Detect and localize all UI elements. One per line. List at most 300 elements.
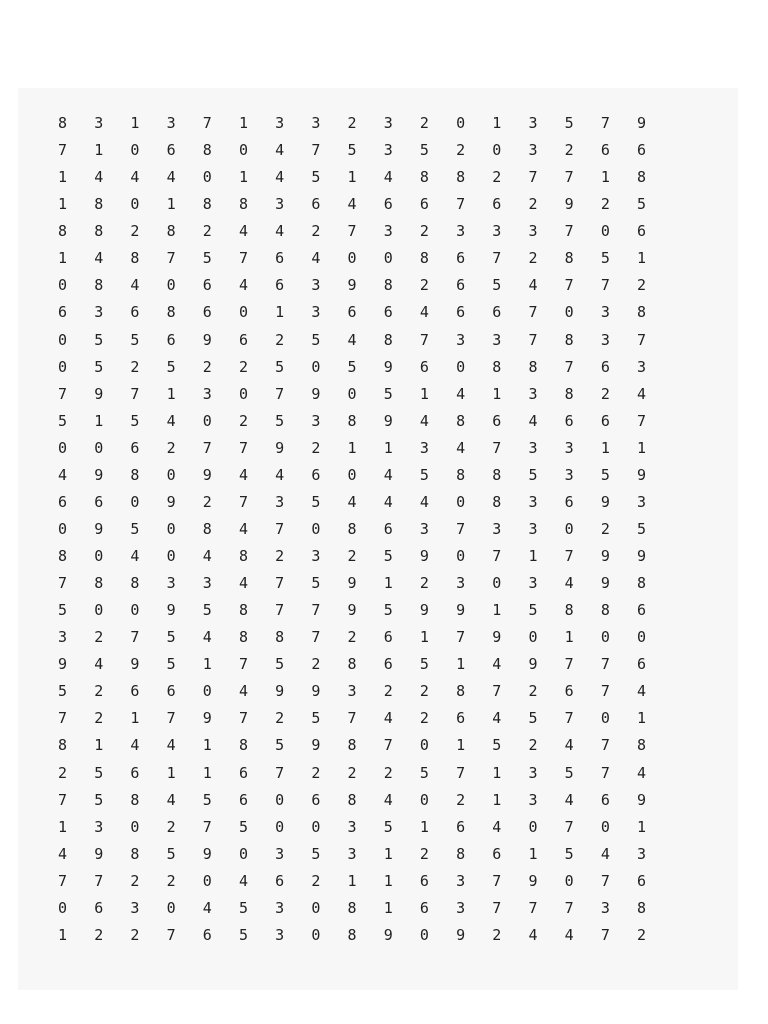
- digit-cell: 5: [528, 465, 538, 484]
- digit-cell: 6: [637, 601, 647, 620]
- digit-cell: 0: [600, 222, 610, 241]
- digit-cell: 4: [94, 655, 104, 674]
- digit-cell: 5: [238, 925, 248, 944]
- digit-cell: 6: [166, 330, 176, 349]
- digit-cell: 3: [275, 925, 285, 944]
- digit-cell: 5: [419, 655, 429, 674]
- digit-cell: 4: [383, 465, 393, 484]
- digit-cell: 3: [311, 114, 321, 133]
- digit-cell: 6: [600, 790, 610, 809]
- digit-cell: 3: [275, 492, 285, 511]
- digit-cell: 2: [492, 925, 502, 944]
- digit-cell: 5: [637, 519, 647, 538]
- digit-cell: 6: [492, 303, 502, 322]
- grid-row: [58, 516, 718, 543]
- digit-cell: 4: [58, 844, 68, 863]
- digit-cell: 7: [492, 682, 502, 701]
- digit-cell: 4: [275, 465, 285, 484]
- digit-cell: 1: [166, 763, 176, 782]
- digit-cell: 0: [238, 384, 248, 403]
- digit-cell: 0: [456, 547, 466, 566]
- digit-cell: 6: [492, 411, 502, 430]
- digit-cell: 1: [564, 628, 574, 647]
- grid-row: [58, 787, 718, 814]
- digit-cell: 4: [130, 276, 140, 295]
- digit-cell: 7: [600, 736, 610, 755]
- digit-cell: 9: [564, 195, 574, 214]
- digit-cell: 9: [275, 438, 285, 457]
- digit-cell: 4: [202, 547, 212, 566]
- digit-cell: 2: [419, 114, 429, 133]
- digit-cell: 4: [528, 276, 538, 295]
- digit-cell: 2: [347, 114, 357, 133]
- digit-cell: 3: [383, 222, 393, 241]
- digit-cell: 1: [347, 871, 357, 890]
- digit-cell: 4: [238, 871, 248, 890]
- digit-cell: 2: [419, 574, 429, 593]
- digit-cell: 1: [94, 736, 104, 755]
- digit-cell: 4: [347, 492, 357, 511]
- digit-cell: 8: [564, 601, 574, 620]
- digit-cell: 0: [600, 709, 610, 728]
- digit-cell: 1: [130, 114, 140, 133]
- digit-cell: 3: [528, 114, 538, 133]
- digit-cell: 3: [528, 519, 538, 538]
- digit-cell: 2: [94, 628, 104, 647]
- digit-cell: 0: [419, 925, 429, 944]
- digit-cell: 2: [600, 519, 610, 538]
- digit-cell: 2: [275, 547, 285, 566]
- digit-cell: 0: [94, 547, 104, 566]
- digit-cell: 4: [166, 168, 176, 187]
- grid-row: [58, 245, 718, 272]
- digit-cell: 7: [166, 249, 176, 268]
- digit-cell: 0: [238, 844, 248, 863]
- digit-cell: 8: [383, 276, 393, 295]
- digit-cell: 3: [528, 438, 538, 457]
- digit-cell: 2: [383, 763, 393, 782]
- digit-cell: 3: [58, 628, 68, 647]
- digit-cell: 6: [564, 411, 574, 430]
- digit-cell: 1: [166, 195, 176, 214]
- digit-cell: 2: [347, 547, 357, 566]
- digit-cell: 8: [456, 682, 466, 701]
- digit-cell: 2: [275, 330, 285, 349]
- digit-cell: 8: [600, 601, 610, 620]
- digit-cell: 2: [347, 763, 357, 782]
- digit-cell: 0: [202, 168, 212, 187]
- digit-cell: 7: [311, 628, 321, 647]
- digit-cell: 2: [166, 871, 176, 890]
- grid-row: [58, 381, 718, 408]
- digit-cell: 5: [419, 763, 429, 782]
- digit-cell: 3: [456, 574, 466, 593]
- digit-cell: 7: [275, 763, 285, 782]
- digit-cell: 5: [275, 655, 285, 674]
- digit-cell: 0: [238, 141, 248, 160]
- digit-cell: 5: [166, 844, 176, 863]
- digit-cell: 6: [564, 492, 574, 511]
- digit-cell: 4: [419, 492, 429, 511]
- digit-cell: 6: [275, 871, 285, 890]
- digit-cell: 7: [492, 898, 502, 917]
- digit-cell: 6: [94, 898, 104, 917]
- digit-cell: 4: [311, 249, 321, 268]
- digit-cell: 0: [202, 871, 212, 890]
- digit-cell: 1: [492, 384, 502, 403]
- digit-cell: 2: [311, 763, 321, 782]
- digit-cell: 6: [600, 411, 610, 430]
- digit-cell: 0: [58, 898, 68, 917]
- grid-row: [58, 841, 718, 868]
- digit-cell: 3: [202, 574, 212, 593]
- digit-cell: 4: [564, 925, 574, 944]
- grid-row: [58, 732, 718, 759]
- digit-cell: 0: [166, 276, 176, 295]
- digit-cell: 8: [94, 276, 104, 295]
- digit-cell: 7: [58, 790, 68, 809]
- digit-cell: 8: [456, 844, 466, 863]
- digit-cell: 8: [347, 411, 357, 430]
- digit-cell: 4: [166, 736, 176, 755]
- digit-cell: 3: [528, 763, 538, 782]
- digit-cell: 9: [600, 492, 610, 511]
- grid-row: [58, 678, 718, 705]
- digit-cell: 2: [166, 817, 176, 836]
- digit-cell: 4: [347, 330, 357, 349]
- digit-cell: 4: [130, 547, 140, 566]
- digit-cell: 7: [202, 114, 212, 133]
- digit-cell: 4: [383, 492, 393, 511]
- digit-cell: 3: [311, 547, 321, 566]
- digit-cell: 2: [166, 438, 176, 457]
- digit-cell: 3: [94, 114, 104, 133]
- digit-cell: 6: [130, 682, 140, 701]
- digit-cell: 1: [94, 141, 104, 160]
- digit-cell: 3: [528, 384, 538, 403]
- digit-cell: 4: [456, 438, 466, 457]
- digit-cell: 3: [275, 898, 285, 917]
- digit-cell: 0: [202, 411, 212, 430]
- digit-cell: 1: [383, 871, 393, 890]
- digit-cell: 3: [347, 817, 357, 836]
- number-sheet: [18, 88, 738, 990]
- digit-cell: 7: [564, 222, 574, 241]
- digit-cell: 6: [275, 249, 285, 268]
- digit-cell: 4: [347, 195, 357, 214]
- digit-cell: 7: [275, 384, 285, 403]
- digit-cell: 2: [275, 709, 285, 728]
- digit-cell: 9: [311, 384, 321, 403]
- digit-cell: 0: [202, 682, 212, 701]
- digit-cell: 3: [637, 844, 647, 863]
- digit-cell: 9: [202, 844, 212, 863]
- digit-cell: 6: [130, 438, 140, 457]
- digit-cell: 1: [202, 655, 212, 674]
- digit-cell: 9: [347, 601, 357, 620]
- digit-cell: 0: [600, 817, 610, 836]
- digit-cell: 6: [564, 682, 574, 701]
- digit-cell: 6: [456, 817, 466, 836]
- digit-cell: 4: [564, 574, 574, 593]
- digit-cell: 6: [637, 871, 647, 890]
- digit-cell: 3: [166, 574, 176, 593]
- digit-cell: 9: [94, 844, 104, 863]
- digit-cell: 2: [456, 141, 466, 160]
- digit-cell: 1: [383, 898, 393, 917]
- digit-cell: 5: [492, 276, 502, 295]
- digit-cell: 1: [383, 844, 393, 863]
- digit-cell: 5: [637, 195, 647, 214]
- digit-cell: 1: [528, 547, 538, 566]
- digit-cell: 7: [456, 763, 466, 782]
- grid-row: [58, 299, 718, 326]
- grid-row: [58, 110, 718, 137]
- digit-cell: 6: [347, 303, 357, 322]
- digit-cell: 2: [419, 709, 429, 728]
- digit-cell: 6: [637, 655, 647, 674]
- digit-cell: 6: [600, 357, 610, 376]
- digit-cell: 5: [419, 141, 429, 160]
- grid-row: [58, 597, 718, 624]
- digit-cell: 7: [238, 438, 248, 457]
- digit-cell: 6: [202, 925, 212, 944]
- digit-cell: 8: [130, 574, 140, 593]
- digit-cell: 7: [275, 519, 285, 538]
- digit-cell: 9: [456, 601, 466, 620]
- digit-cell: 4: [58, 465, 68, 484]
- digit-cell: 8: [347, 519, 357, 538]
- digit-cell: 4: [383, 709, 393, 728]
- grid-row: [58, 570, 718, 597]
- digit-cell: 0: [347, 384, 357, 403]
- digit-cell: 2: [383, 682, 393, 701]
- digit-cell: 9: [347, 276, 357, 295]
- digit-cell: 0: [94, 438, 104, 457]
- digit-cell: 2: [528, 736, 538, 755]
- digit-cell: 7: [238, 492, 248, 511]
- digit-cell: 2: [94, 925, 104, 944]
- digit-cell: 0: [492, 141, 502, 160]
- digit-cell: 5: [275, 357, 285, 376]
- digit-cell: 8: [130, 790, 140, 809]
- digit-cell: 8: [637, 168, 647, 187]
- digit-cell: 9: [275, 682, 285, 701]
- digit-cell: 1: [94, 411, 104, 430]
- digit-cell: 0: [383, 249, 393, 268]
- grid-row: [58, 760, 718, 787]
- digit-cell: 0: [347, 249, 357, 268]
- digit-cell: 7: [347, 709, 357, 728]
- digit-cell: 4: [419, 303, 429, 322]
- digit-cell: 1: [130, 709, 140, 728]
- digit-cell: 7: [492, 547, 502, 566]
- digit-cell: 2: [94, 709, 104, 728]
- digit-cell: 9: [600, 574, 610, 593]
- digit-cell: 1: [600, 438, 610, 457]
- digit-cell: 1: [492, 790, 502, 809]
- digit-cell: 3: [166, 114, 176, 133]
- digit-cell: 9: [492, 628, 502, 647]
- digit-cell: 2: [202, 492, 212, 511]
- digit-cell: 8: [94, 574, 104, 593]
- digit-cell: 8: [564, 384, 574, 403]
- digit-cell: 7: [311, 601, 321, 620]
- digit-cell: 6: [419, 898, 429, 917]
- digit-cell: 8: [166, 303, 176, 322]
- grid-row: [58, 868, 718, 895]
- digit-cell: 7: [637, 411, 647, 430]
- digit-cell: 9: [202, 330, 212, 349]
- digit-cell: 8: [238, 547, 248, 566]
- digit-cell: 7: [600, 114, 610, 133]
- digit-cell: 5: [94, 330, 104, 349]
- digit-cell: 3: [564, 438, 574, 457]
- digit-cell: 5: [528, 601, 538, 620]
- digit-cell: 5: [311, 492, 321, 511]
- digit-cell: 6: [166, 141, 176, 160]
- digit-cell: 9: [202, 709, 212, 728]
- digit-cell: 4: [492, 655, 502, 674]
- digit-cell: 7: [600, 655, 610, 674]
- digit-cell: 5: [58, 411, 68, 430]
- digit-cell: 4: [166, 411, 176, 430]
- digit-cell: 3: [94, 817, 104, 836]
- digit-cell: 1: [347, 168, 357, 187]
- digit-cell: 8: [58, 222, 68, 241]
- grid-row: [58, 408, 718, 435]
- digit-cell: 1: [600, 168, 610, 187]
- digit-cell: 6: [637, 222, 647, 241]
- digit-cell: 6: [383, 628, 393, 647]
- digit-cell: 1: [58, 817, 68, 836]
- digit-cell: 7: [456, 628, 466, 647]
- digit-cell: 3: [275, 844, 285, 863]
- digit-cell: 5: [311, 844, 321, 863]
- digit-cell: 2: [637, 925, 647, 944]
- digit-cell: 3: [94, 303, 104, 322]
- digit-cell: 9: [637, 114, 647, 133]
- digit-cell: 3: [275, 114, 285, 133]
- digit-cell: 3: [528, 492, 538, 511]
- digit-cell: 1: [637, 249, 647, 268]
- digit-cell: 9: [347, 574, 357, 593]
- digit-cell: 9: [600, 547, 610, 566]
- digit-cell: 7: [94, 871, 104, 890]
- digit-cell: 7: [58, 871, 68, 890]
- digit-cell: 8: [419, 249, 429, 268]
- digit-cell: 5: [238, 817, 248, 836]
- digit-cell: 3: [492, 330, 502, 349]
- digit-cell: 9: [637, 547, 647, 566]
- digit-cell: 5: [383, 601, 393, 620]
- digit-cell: 8: [202, 141, 212, 160]
- digit-cell: 8: [637, 574, 647, 593]
- digit-cell: 8: [564, 330, 574, 349]
- digit-cell: 5: [94, 357, 104, 376]
- digit-cell: 0: [166, 547, 176, 566]
- digit-cell: 7: [238, 249, 248, 268]
- digit-cell: 5: [58, 601, 68, 620]
- digit-cell: 9: [311, 682, 321, 701]
- digit-cell: 4: [383, 790, 393, 809]
- digit-cell: 2: [419, 222, 429, 241]
- digit-cell: 8: [130, 249, 140, 268]
- digit-cell: 1: [419, 628, 429, 647]
- digit-cell: 2: [456, 790, 466, 809]
- digit-cell: 9: [94, 465, 104, 484]
- digit-cell: 0: [311, 519, 321, 538]
- digit-cell: 5: [130, 411, 140, 430]
- digit-cell: 4: [492, 709, 502, 728]
- digit-cell: 7: [528, 898, 538, 917]
- digit-cell: 8: [130, 844, 140, 863]
- digit-cell: 1: [58, 925, 68, 944]
- digit-cell: 3: [600, 303, 610, 322]
- digit-cell: 8: [238, 736, 248, 755]
- digit-cell: 5: [166, 655, 176, 674]
- digit-cell: 9: [383, 411, 393, 430]
- digit-cell: 3: [383, 114, 393, 133]
- grid-row: [58, 705, 718, 732]
- digit-cell: 7: [564, 655, 574, 674]
- digit-cell: 6: [383, 195, 393, 214]
- digit-cell: 4: [564, 790, 574, 809]
- digit-cell: 2: [238, 357, 248, 376]
- digit-cell: 0: [564, 871, 574, 890]
- digit-cell: 7: [456, 519, 466, 538]
- digit-cell: 8: [202, 195, 212, 214]
- digit-cell: 1: [419, 384, 429, 403]
- digit-cell: 8: [564, 249, 574, 268]
- digit-cell: 4: [275, 168, 285, 187]
- digit-cell: 5: [202, 790, 212, 809]
- digit-cell: 4: [202, 898, 212, 917]
- digit-cell: 8: [637, 303, 647, 322]
- digit-cell: 3: [600, 898, 610, 917]
- digit-cell: 9: [419, 547, 429, 566]
- digit-cell: 7: [456, 195, 466, 214]
- digit-cell: 2: [528, 195, 538, 214]
- digit-cell: 7: [564, 168, 574, 187]
- grid-row: [58, 462, 718, 489]
- digit-cell: 2: [311, 655, 321, 674]
- digit-cell: 0: [492, 574, 502, 593]
- digit-cell: 6: [311, 195, 321, 214]
- digit-cell: 1: [637, 709, 647, 728]
- digit-cell: 9: [637, 790, 647, 809]
- digit-cell: 4: [238, 276, 248, 295]
- digit-cell: 9: [528, 871, 538, 890]
- digit-cell: 5: [383, 817, 393, 836]
- digit-cell: 6: [637, 141, 647, 160]
- digit-cell: 6: [311, 790, 321, 809]
- digit-cell: 2: [238, 411, 248, 430]
- digit-cell: 0: [311, 817, 321, 836]
- digit-cell: 1: [202, 736, 212, 755]
- digit-cell: 3: [528, 790, 538, 809]
- grid-row: [58, 489, 718, 516]
- digit-cell: 4: [528, 411, 538, 430]
- digit-cell: 3: [456, 222, 466, 241]
- digit-cell: 7: [275, 601, 285, 620]
- digit-cell: 2: [311, 222, 321, 241]
- digit-cell: 5: [564, 844, 574, 863]
- digit-cell: 9: [383, 925, 393, 944]
- digit-cell: 3: [528, 222, 538, 241]
- digit-cell: 3: [347, 844, 357, 863]
- digit-cell: 0: [238, 303, 248, 322]
